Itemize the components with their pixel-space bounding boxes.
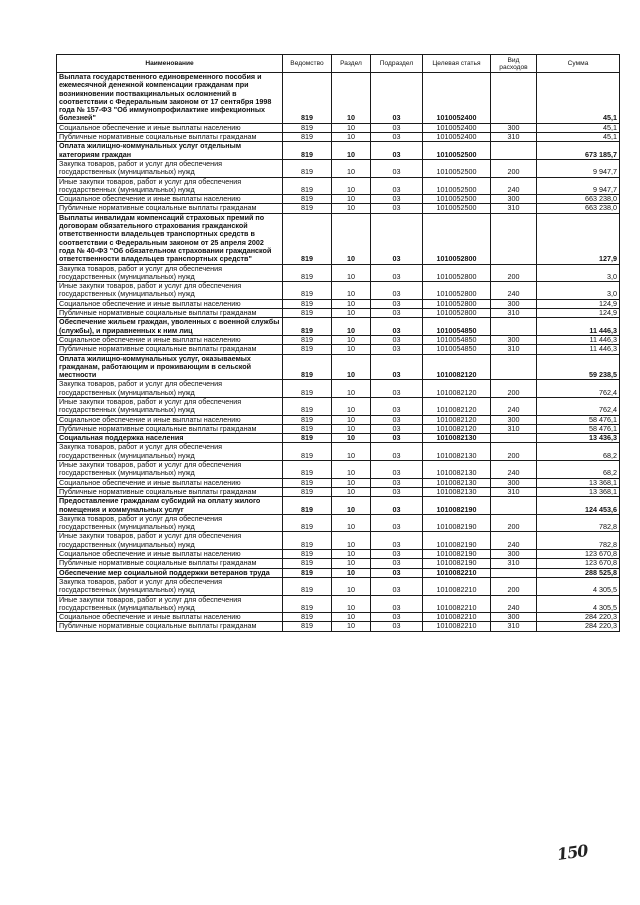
table-row — [57, 613, 620, 622]
cell-summa: 124 453,6 — [537, 497, 620, 515]
cell-summa: 11 446,3 — [537, 335, 620, 344]
cell-podrazdel: 03 — [371, 478, 423, 487]
cell-name: Социальное обеспечение и иные выплаты населению — [57, 613, 283, 622]
cell-summa: 284 220,3 — [537, 622, 620, 631]
cell-razdel: 10 — [332, 478, 371, 487]
cell-vedomstvo: 819 — [283, 142, 332, 160]
table-row — [57, 478, 620, 487]
cell-name: Публичные нормативные социальные выплаты гражданам — [57, 559, 283, 568]
table-row — [57, 380, 620, 398]
cell-podrazdel: 03 — [371, 514, 423, 532]
cell-podrazdel: 03 — [371, 577, 423, 595]
cell-podrazdel: 03 — [371, 159, 423, 177]
cell-name: Иные закупки товаров, работ и услуг для обеспечения государственных (муниципальных) нужд — [57, 461, 283, 479]
cell-vid-rashodov — [491, 213, 537, 264]
table-row — [57, 577, 620, 595]
cell-celevaya-statya: 1010082190 — [423, 497, 491, 515]
table-row — [57, 213, 620, 264]
cell-celevaya-statya: 1010082210 — [423, 595, 491, 613]
cell-celevaya-statya: 1010082210 — [423, 568, 491, 577]
cell-celevaya-statya: 1010082130 — [423, 434, 491, 443]
cell-name: Публичные нормативные социальные выплаты гражданам — [57, 345, 283, 354]
cell-summa: 3,0 — [537, 282, 620, 300]
cell-razdel: 10 — [332, 264, 371, 282]
cell-vedomstvo: 819 — [283, 309, 332, 318]
table-row — [57, 415, 620, 424]
cell-name: Предоставление гражданам субсидий на оплату жилого помещения и коммунальных услуг — [57, 497, 283, 515]
cell-podrazdel: 03 — [371, 461, 423, 479]
cell-name: Иные закупки товаров, работ и услуг для обеспечения государственных (муниципальных) нужд — [57, 595, 283, 613]
cell-celevaya-statya: 1010082120 — [423, 397, 491, 415]
cell-podrazdel: 03 — [371, 550, 423, 559]
cell-vedomstvo: 819 — [283, 434, 332, 443]
cell-razdel: 10 — [332, 559, 371, 568]
cell-name: Закупка товаров, работ и услуг для обеспечения государственных (муниципальных) нужд — [57, 380, 283, 398]
cell-podrazdel: 03 — [371, 282, 423, 300]
cell-razdel: 10 — [332, 577, 371, 595]
cell-podrazdel: 03 — [371, 354, 423, 380]
header-vid-rashodov: Вид расходов — [491, 55, 537, 73]
cell-summa: 124,9 — [537, 309, 620, 318]
cell-razdel: 10 — [332, 424, 371, 433]
table-row — [57, 622, 620, 631]
cell-celevaya-statya: 1010054850 — [423, 335, 491, 344]
cell-vedomstvo: 819 — [283, 595, 332, 613]
cell-vedomstvo: 819 — [283, 487, 332, 496]
cell-summa: 9 947,7 — [537, 177, 620, 195]
cell-summa: 45,1 — [537, 133, 620, 142]
handwritten-page-number: 150 — [555, 840, 589, 865]
cell-razdel: 10 — [332, 282, 371, 300]
cell-vedomstvo: 819 — [283, 514, 332, 532]
cell-name: Публичные нормативные социальные выплаты гражданам — [57, 309, 283, 318]
cell-podrazdel: 03 — [371, 397, 423, 415]
table-row — [57, 397, 620, 415]
cell-vid-rashodov: 310 — [491, 487, 537, 496]
cell-razdel: 10 — [332, 73, 371, 124]
cell-razdel: 10 — [332, 595, 371, 613]
cell-podrazdel: 03 — [371, 595, 423, 613]
cell-vid-rashodov: 200 — [491, 264, 537, 282]
cell-podrazdel: 03 — [371, 73, 423, 124]
cell-vedomstvo: 819 — [283, 443, 332, 461]
cell-vid-rashodov: 300 — [491, 335, 537, 344]
cell-vid-rashodov: 240 — [491, 461, 537, 479]
table-row — [57, 550, 620, 559]
table-row — [57, 123, 620, 132]
cell-razdel: 10 — [332, 299, 371, 308]
cell-vedomstvo: 819 — [283, 282, 332, 300]
table-row — [57, 159, 620, 177]
table-row — [57, 345, 620, 354]
cell-summa: 58 476,1 — [537, 415, 620, 424]
cell-name: Социальное обеспечение и иные выплаты населению — [57, 123, 283, 132]
cell-celevaya-statya: 1010052500 — [423, 204, 491, 213]
cell-razdel: 10 — [332, 487, 371, 496]
cell-razdel: 10 — [332, 354, 371, 380]
cell-celevaya-statya: 1010054850 — [423, 318, 491, 336]
table-row — [57, 568, 620, 577]
cell-vid-rashodov: 300 — [491, 299, 537, 308]
cell-razdel: 10 — [332, 142, 371, 160]
cell-celevaya-statya: 1010052500 — [423, 159, 491, 177]
cell-podrazdel: 03 — [371, 622, 423, 631]
table-row — [57, 354, 620, 380]
cell-razdel: 10 — [332, 568, 371, 577]
cell-name: Закупка товаров, работ и услуг для обеспечения государственных (муниципальных) нужд — [57, 159, 283, 177]
table-row — [57, 195, 620, 204]
cell-razdel: 10 — [332, 204, 371, 213]
cell-podrazdel: 03 — [371, 424, 423, 433]
cell-vid-rashodov: 310 — [491, 622, 537, 631]
cell-vedomstvo: 819 — [283, 264, 332, 282]
cell-podrazdel: 03 — [371, 213, 423, 264]
cell-vid-rashodov: 310 — [491, 204, 537, 213]
cell-name: Социальное обеспечение и иные выплаты населению — [57, 550, 283, 559]
cell-name: Публичные нормативные социальные выплаты гражданам — [57, 622, 283, 631]
cell-celevaya-statya: 1010052800 — [423, 309, 491, 318]
cell-vid-rashodov: 240 — [491, 595, 537, 613]
header-name: Наименование — [57, 55, 283, 73]
cell-name: Иные закупки товаров, работ и услуг для обеспечения государственных (муниципальных) нужд — [57, 397, 283, 415]
cell-summa: 782,8 — [537, 532, 620, 550]
table-header-row — [57, 55, 620, 73]
cell-celevaya-statya: 1010052500 — [423, 177, 491, 195]
cell-podrazdel: 03 — [371, 195, 423, 204]
cell-name: Публичные нормативные социальные выплаты гражданам — [57, 424, 283, 433]
cell-podrazdel: 03 — [371, 335, 423, 344]
cell-name: Оплата жилищно-коммунальных услуг, оказываемых гражданам, работающим и проживающим в сельской местности — [57, 354, 283, 380]
cell-vid-rashodov: 240 — [491, 397, 537, 415]
table-row — [57, 204, 620, 213]
cell-vid-rashodov: 310 — [491, 345, 537, 354]
cell-vedomstvo: 819 — [283, 213, 332, 264]
cell-vedomstvo: 819 — [283, 550, 332, 559]
table-row — [57, 497, 620, 515]
cell-vedomstvo: 819 — [283, 559, 332, 568]
header-vedomstvo: Ведомство — [283, 55, 332, 73]
cell-podrazdel: 03 — [371, 559, 423, 568]
cell-name: Оплата жилищно-коммунальных услуг отдельным категориям граждан — [57, 142, 283, 160]
cell-celevaya-statya: 1010082190 — [423, 559, 491, 568]
header-razdel: Раздел — [332, 55, 371, 73]
table-row — [57, 264, 620, 282]
cell-vid-rashodov — [491, 434, 537, 443]
cell-razdel: 10 — [332, 159, 371, 177]
header-celevaya-statya: Целевая статья — [423, 55, 491, 73]
cell-vid-rashodov: 310 — [491, 133, 537, 142]
cell-vid-rashodov: 300 — [491, 550, 537, 559]
cell-name: Социальное обеспечение и иные выплаты населению — [57, 478, 283, 487]
cell-vedomstvo: 819 — [283, 577, 332, 595]
cell-podrazdel: 03 — [371, 532, 423, 550]
cell-name: Закупка товаров, работ и услуг для обеспечения государственных (муниципальных) нужд — [57, 264, 283, 282]
table-row — [57, 133, 620, 142]
cell-razdel: 10 — [332, 397, 371, 415]
cell-podrazdel: 03 — [371, 133, 423, 142]
cell-razdel: 10 — [332, 434, 371, 443]
cell-celevaya-statya: 1010082190 — [423, 532, 491, 550]
cell-celevaya-statya: 1010082190 — [423, 514, 491, 532]
cell-vedomstvo: 819 — [283, 622, 332, 631]
cell-celevaya-statya: 1010082190 — [423, 550, 491, 559]
cell-razdel: 10 — [332, 443, 371, 461]
cell-razdel: 10 — [332, 613, 371, 622]
cell-razdel: 10 — [332, 415, 371, 424]
cell-vid-rashodov: 300 — [491, 415, 537, 424]
cell-name: Обеспечение мер социальной поддержки ветеранов труда — [57, 568, 283, 577]
cell-name: Социальное обеспечение и иные выплаты населению — [57, 415, 283, 424]
cell-name: Обеспечение жильем граждан, уволенных с военной службы (службы), и приравненных к ним лиц — [57, 318, 283, 336]
table-row — [57, 487, 620, 496]
cell-vid-rashodov: 200 — [491, 514, 537, 532]
cell-razdel: 10 — [332, 123, 371, 132]
cell-summa: 59 238,5 — [537, 354, 620, 380]
cell-name: Публичные нормативные социальные выплаты гражданам — [57, 133, 283, 142]
cell-podrazdel: 03 — [371, 497, 423, 515]
cell-celevaya-statya: 1010082210 — [423, 613, 491, 622]
cell-vedomstvo: 819 — [283, 195, 332, 204]
cell-podrazdel: 03 — [371, 123, 423, 132]
cell-podrazdel: 03 — [371, 613, 423, 622]
cell-vedomstvo: 819 — [283, 380, 332, 398]
cell-celevaya-statya: 1010082120 — [423, 354, 491, 380]
cell-razdel: 10 — [332, 461, 371, 479]
cell-podrazdel: 03 — [371, 309, 423, 318]
table-row — [57, 282, 620, 300]
cell-vedomstvo: 819 — [283, 204, 332, 213]
cell-summa: 11 446,3 — [537, 345, 620, 354]
cell-podrazdel: 03 — [371, 443, 423, 461]
cell-vid-rashodov: 240 — [491, 177, 537, 195]
cell-vedomstvo: 819 — [283, 123, 332, 132]
cell-celevaya-statya: 1010054850 — [423, 345, 491, 354]
cell-razdel: 10 — [332, 622, 371, 631]
table-row — [57, 514, 620, 532]
cell-vedomstvo: 819 — [283, 532, 332, 550]
cell-vid-rashodov: 240 — [491, 532, 537, 550]
cell-vid-rashodov — [491, 354, 537, 380]
cell-celevaya-statya: 1010082130 — [423, 443, 491, 461]
cell-summa: 663 238,0 — [537, 195, 620, 204]
cell-celevaya-statya: 1010052800 — [423, 299, 491, 308]
cell-summa: 663 238,0 — [537, 204, 620, 213]
cell-name: Социальное обеспечение и иные выплаты населению — [57, 335, 283, 344]
cell-razdel: 10 — [332, 195, 371, 204]
cell-podrazdel: 03 — [371, 204, 423, 213]
cell-vid-rashodov — [491, 73, 537, 124]
cell-vedomstvo: 819 — [283, 345, 332, 354]
cell-razdel: 10 — [332, 532, 371, 550]
cell-vid-rashodov: 200 — [491, 443, 537, 461]
cell-celevaya-statya: 1010082120 — [423, 415, 491, 424]
cell-vedomstvo: 819 — [283, 335, 332, 344]
cell-summa: 284 220,3 — [537, 613, 620, 622]
cell-vid-rashodov — [491, 142, 537, 160]
cell-summa: 9 947,7 — [537, 159, 620, 177]
cell-vedomstvo: 819 — [283, 299, 332, 308]
cell-razdel: 10 — [332, 335, 371, 344]
cell-summa: 58 476,1 — [537, 424, 620, 433]
cell-vid-rashodov: 240 — [491, 282, 537, 300]
cell-vedomstvo: 819 — [283, 318, 332, 336]
cell-podrazdel: 03 — [371, 568, 423, 577]
cell-razdel: 10 — [332, 177, 371, 195]
budget-table — [56, 54, 620, 632]
cell-podrazdel: 03 — [371, 345, 423, 354]
cell-summa: 11 446,3 — [537, 318, 620, 336]
table-row — [57, 424, 620, 433]
cell-podrazdel: 03 — [371, 142, 423, 160]
table-row — [57, 73, 620, 124]
cell-vedomstvo: 819 — [283, 159, 332, 177]
cell-podrazdel: 03 — [371, 299, 423, 308]
cell-vid-rashodov: 200 — [491, 159, 537, 177]
table-row — [57, 461, 620, 479]
cell-name: Закупка товаров, работ и услуг для обеспечения государственных (муниципальных) нужд — [57, 443, 283, 461]
cell-name: Иные закупки товаров, работ и услуг для обеспечения государственных (муниципальных) нужд — [57, 177, 283, 195]
table-row — [57, 559, 620, 568]
cell-vid-rashodov: 300 — [491, 195, 537, 204]
cell-vid-rashodov: 200 — [491, 380, 537, 398]
cell-celevaya-statya: 1010082210 — [423, 622, 491, 631]
cell-vid-rashodov: 310 — [491, 309, 537, 318]
cell-summa: 123 670,8 — [537, 550, 620, 559]
cell-vid-rashodov: 300 — [491, 613, 537, 622]
table-row — [57, 434, 620, 443]
cell-razdel: 10 — [332, 318, 371, 336]
cell-vid-rashodov: 310 — [491, 559, 537, 568]
cell-vedomstvo: 819 — [283, 424, 332, 433]
cell-vid-rashodov: 310 — [491, 424, 537, 433]
cell-celevaya-statya: 1010052500 — [423, 195, 491, 204]
cell-podrazdel: 03 — [371, 318, 423, 336]
cell-celevaya-statya: 1010052400 — [423, 73, 491, 124]
cell-celevaya-statya: 1010082120 — [423, 424, 491, 433]
cell-vid-rashodov — [491, 497, 537, 515]
cell-vid-rashodov — [491, 318, 537, 336]
cell-name: Закупка товаров, работ и услуг для обеспечения государственных (муниципальных) нужд — [57, 514, 283, 532]
table-row — [57, 318, 620, 336]
cell-vedomstvo: 819 — [283, 497, 332, 515]
cell-summa: 288 525,8 — [537, 568, 620, 577]
cell-razdel: 10 — [332, 380, 371, 398]
cell-celevaya-statya: 1010052800 — [423, 213, 491, 264]
cell-name: Социальная поддержка населения — [57, 434, 283, 443]
cell-celevaya-statya: 1010082120 — [423, 380, 491, 398]
cell-summa: 4 305,5 — [537, 577, 620, 595]
table-row — [57, 299, 620, 308]
cell-podrazdel: 03 — [371, 434, 423, 443]
cell-podrazdel: 03 — [371, 177, 423, 195]
cell-celevaya-statya: 1010082210 — [423, 577, 491, 595]
cell-summa: 4 305,5 — [537, 595, 620, 613]
cell-razdel: 10 — [332, 213, 371, 264]
cell-name: Социальное обеспечение и иные выплаты населению — [57, 299, 283, 308]
cell-name: Социальное обеспечение и иные выплаты населению — [57, 195, 283, 204]
table-row — [57, 142, 620, 160]
table-row — [57, 443, 620, 461]
cell-podrazdel: 03 — [371, 415, 423, 424]
table-row — [57, 177, 620, 195]
cell-razdel: 10 — [332, 133, 371, 142]
cell-podrazdel: 03 — [371, 380, 423, 398]
cell-name: Публичные нормативные социальные выплаты гражданам — [57, 487, 283, 496]
cell-celevaya-statya: 1010052400 — [423, 123, 491, 132]
cell-razdel: 10 — [332, 550, 371, 559]
cell-razdel: 10 — [332, 345, 371, 354]
cell-summa: 45,1 — [537, 123, 620, 132]
cell-summa: 673 185,7 — [537, 142, 620, 160]
cell-name: Выплаты инвалидам компенсаций страховых премий по договорам обязательного страхования гражданской ответственности владельцев транспортных средств в соответствии с Федеральным законом от 25 апреля 2002 года № 40-ФЗ "Об обязательном страховании гражданской ответственности владельцев транспортных средств" — [57, 213, 283, 264]
cell-podrazdel: 03 — [371, 264, 423, 282]
cell-summa: 45,1 — [537, 73, 620, 124]
header-podrazdel: Подраздел — [371, 55, 423, 73]
cell-celevaya-statya: 1010082130 — [423, 478, 491, 487]
cell-celevaya-statya: 1010082130 — [423, 461, 491, 479]
cell-celevaya-statya: 1010052800 — [423, 282, 491, 300]
table-row — [57, 532, 620, 550]
cell-summa: 762,4 — [537, 397, 620, 415]
cell-vid-rashodov: 300 — [491, 478, 537, 487]
cell-summa: 124,9 — [537, 299, 620, 308]
table-row — [57, 595, 620, 613]
cell-celevaya-statya: 1010052400 — [423, 133, 491, 142]
cell-vedomstvo: 819 — [283, 354, 332, 380]
cell-vid-rashodov — [491, 568, 537, 577]
cell-name: Закупка товаров, работ и услуг для обеспечения государственных (муниципальных) нужд — [57, 577, 283, 595]
header-summa: Сумма — [537, 55, 620, 73]
cell-summa: 68,2 — [537, 443, 620, 461]
cell-vedomstvo: 819 — [283, 415, 332, 424]
cell-vedomstvo: 819 — [283, 397, 332, 415]
cell-vedomstvo: 819 — [283, 613, 332, 622]
cell-name: Иные закупки товаров, работ и услуг для обеспечения государственных (муниципальных) нужд — [57, 282, 283, 300]
cell-summa: 127,9 — [537, 213, 620, 264]
cell-summa: 123 670,8 — [537, 559, 620, 568]
cell-celevaya-statya: 1010052800 — [423, 264, 491, 282]
cell-vedomstvo: 819 — [283, 133, 332, 142]
cell-vedomstvo: 819 — [283, 568, 332, 577]
cell-vid-rashodov: 200 — [491, 577, 537, 595]
cell-summa: 3,0 — [537, 264, 620, 282]
cell-summa: 13 368,1 — [537, 478, 620, 487]
cell-summa: 762,4 — [537, 380, 620, 398]
cell-razdel: 10 — [332, 514, 371, 532]
cell-vid-rashodov: 300 — [491, 123, 537, 132]
table-row — [57, 335, 620, 344]
cell-vedomstvo: 819 — [283, 461, 332, 479]
cell-celevaya-statya: 1010082130 — [423, 487, 491, 496]
table-body — [57, 73, 620, 632]
cell-name: Публичные нормативные социальные выплаты гражданам — [57, 204, 283, 213]
cell-podrazdel: 03 — [371, 487, 423, 496]
cell-name: Иные закупки товаров, работ и услуг для обеспечения государственных (муниципальных) нужд — [57, 532, 283, 550]
cell-vedomstvo: 819 — [283, 73, 332, 124]
cell-summa: 13 368,1 — [537, 487, 620, 496]
cell-vedomstvo: 819 — [283, 177, 332, 195]
cell-summa: 782,8 — [537, 514, 620, 532]
cell-summa: 13 436,3 — [537, 434, 620, 443]
cell-razdel: 10 — [332, 497, 371, 515]
cell-summa: 68,2 — [537, 461, 620, 479]
cell-vedomstvo: 819 — [283, 478, 332, 487]
cell-name: Выплата государственного единовременного пособия и ежемесячной денежной компенсации гражданам при возникновении поствакцинальных осложнений в соответствии с Федеральным законом от 17 сентября 1998 года № 157-ФЗ "Об иммунопрофилактике инфекционных болезней" — [57, 73, 283, 124]
cell-razdel: 10 — [332, 309, 371, 318]
cell-celevaya-statya: 1010052500 — [423, 142, 491, 160]
table-row — [57, 309, 620, 318]
